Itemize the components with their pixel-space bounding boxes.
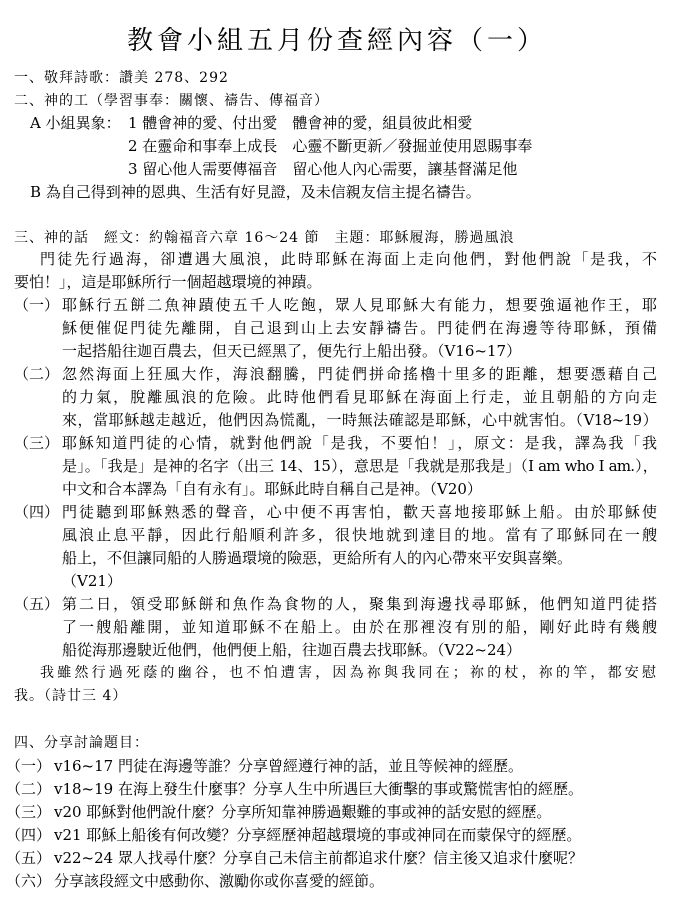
point-line: 穌便催促門徒先離開，自己退到山上去安靜禱告。門徒們在海邊等待耶穌，預備 — [62, 319, 657, 337]
question-text: v18~19 在海上發生什麼事？分享人生中所遇巨大衝擊的事或驚慌害怕的經歷。 — [54, 780, 583, 798]
point-line: 船從海那邊駛近他們，他們便上船，往迦百農去找耶穌。（V22~24） — [62, 641, 522, 659]
section-work-heading: 二、神的工（學習事奉：關懷、禱告、傳福音） — [14, 93, 329, 109]
question-text: v21 耶穌上船後有何改變？分享經歷神超越環境的事或神同在而蒙保守的經歷。 — [54, 826, 582, 844]
point-line: 門徒聽到耶穌熟悉的聲音，心中便不再害怕，歡天喜地接耶穌上船。由於耶穌使 — [62, 503, 657, 521]
vision-item-2: 2 在靈命和事奉上成長 心靈不斷更新／發掘並使用恩賜事奉 — [128, 137, 533, 155]
page-title: 教會小組五月份查經內容（一） — [126, 26, 547, 56]
question-number: （一） — [6, 757, 52, 775]
point-line: 風浪止息平靜，因此行船順利許多，很快地就到達目的地。當有了耶穌同在一艘 — [62, 526, 657, 544]
question-text: 分享該段經文中感動你、激勵你或你喜愛的經節。 — [54, 872, 385, 890]
point-number: （四） — [14, 503, 60, 521]
vision-label: A 小組異象： — [30, 114, 121, 132]
point-line: （V21） — [62, 572, 122, 590]
section-word-heading: 三、神的話 經文：約翰福音六章 16～24 節 主題：耶穌履海，勝過風浪 — [14, 230, 515, 246]
question-text: v22~24 眾人找尋什麼？分享自己未信主前都追求什麼？信主後又追求什麼呢？ — [54, 849, 583, 867]
point-line: 中文和合本譯為「自有永有」。耶穌此時自稱自己是神。（V20） — [62, 480, 482, 498]
question-text: v20 耶穌對他們說什麼？分享所知靠神勝過艱難的事或神的話安慰的經歷。 — [54, 803, 552, 821]
point-line: 船上，不但讓同船的人勝過環境的險惡，更給所有人的內心帶來平安與喜樂。 — [62, 549, 573, 567]
intro-line: 要怕！」，這是耶穌所行一個超越環境的神蹟。 — [14, 273, 322, 291]
prayer-line: B 為自己得到神的恩典、生活有好見證，及未信親友信主提名禱告。 — [30, 183, 481, 201]
question-number: （四） — [6, 826, 52, 844]
vision-item-3: 3 留心他人需要傳福音 留心他人內心需要，讓基督滿足他 — [128, 160, 518, 178]
question-number: （六） — [6, 872, 52, 890]
point-line: 的力氣，脫離風浪的危險。此時他們看見耶穌在海面上行走，並且朝船的方向走 — [62, 388, 657, 406]
point-line: 第二日，領受耶穌餅和魚作為食物的人，聚集到海邊找尋耶穌，他們知道門徒搭 — [62, 595, 657, 613]
point-line: 耶穌知道門徒的心情，就對他們說「是我，不要怕！」，原文：是我，譯為我「我 — [62, 434, 657, 452]
point-line: 耶穌行五餅二魚神蹟使五千人吃飽，眾人見耶穌大有能力，想要強逼祂作王，耶 — [62, 296, 657, 314]
point-number: （三） — [14, 434, 60, 452]
question-number: （五） — [6, 849, 52, 867]
vision-item-1: 1 體會神的愛、付出愛 體會神的愛，組員彼此相愛 — [128, 114, 473, 132]
intro-line: 門徒先行過海，卻遭遇大風浪，此時耶穌在海面上走向他們，對他們說「是我，不 — [40, 250, 657, 268]
point-number: （一） — [14, 296, 60, 314]
memory-verse: 我。（詩廿三 4） — [14, 688, 128, 704]
point-line: 是」。「我是」是神的名字（出三 14、15），意思是「我就是那我是」（I am who I am.）， — [62, 457, 657, 475]
point-line: 了一艘船離開，並知道耶穌不在船上。由於在那裡沒有別的船，剛好此時有幾艘 — [62, 618, 657, 636]
memory-verse: 我雖然行過死蔭的幽谷，也不怕遭害，因為祢與我同在；祢的杖，祢的竿，都安慰 — [40, 665, 657, 681]
point-line: 一起搭船往迦百農去，但天已經黑了，便先行上船出發。（V16~17） — [62, 342, 522, 360]
point-line: 來，當耶穌越走越近，他們因為慌亂，一時無法確認是耶穌，心中就害怕。（V18~19） — [62, 411, 657, 429]
section-discussion-heading: 四、分享討論題目： — [14, 735, 149, 751]
question-text: v16~17 門徒在海邊等誰？分享曾經遵行神的話，並且等候神的經歷。 — [54, 757, 523, 775]
section-worship: 一、敬拜詩歌：讚美 278、292 — [14, 70, 229, 86]
question-number: （三） — [6, 803, 52, 821]
point-number: （二） — [14, 365, 60, 383]
point-line: 忽然海面上狂風大作，海浪翻騰，門徒們拼命搖櫓十里多的距離，想要憑藉自己 — [62, 365, 657, 383]
question-number: （二） — [6, 780, 52, 798]
point-number: （五） — [14, 595, 60, 613]
